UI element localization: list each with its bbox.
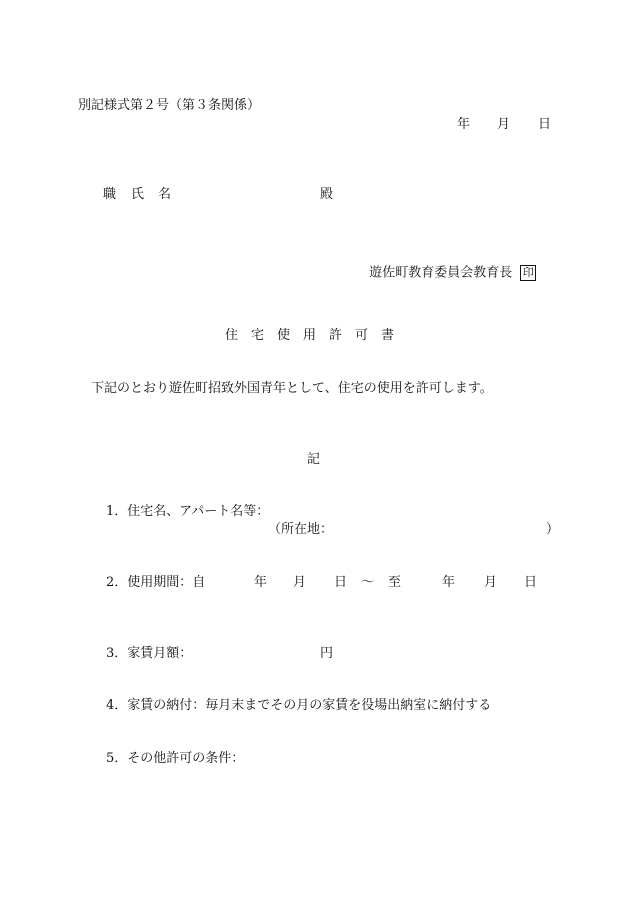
item-2-label: 2．使用期間：自 xyxy=(106,575,206,590)
date-day: 日 xyxy=(538,117,552,132)
item-2-day-to: 日 xyxy=(524,575,538,590)
item-2-year-from: 年 xyxy=(254,575,268,590)
item-2-month-from: 月 xyxy=(293,575,307,590)
addressee-name-a: 氏 xyxy=(131,187,145,202)
body-text: 下記のとおり遊佐町招致外国青年として、住宅の使用を許可します。 xyxy=(91,381,493,396)
item-3-yen: 円 xyxy=(320,646,334,661)
item-2-day-from: 日 xyxy=(334,575,348,590)
date-month: 月 xyxy=(497,117,511,132)
item-2-year-to: 年 xyxy=(442,575,456,590)
document-title: 住 宅 使 用 許 可 書 xyxy=(225,328,395,343)
item-2-tilde: ～ xyxy=(361,575,375,590)
item-1-location-close: ） xyxy=(546,522,560,537)
item-4: 4．家賃の納付：毎月末までその月の家賃を役場出納室に納付する xyxy=(106,698,492,713)
item-2-to: 至 xyxy=(388,575,402,590)
seal-mark: 印 xyxy=(520,265,536,281)
addressee-title: 職 xyxy=(103,187,117,202)
ki-heading: 記 xyxy=(307,452,321,467)
item-1-label: 1．住宅名、アパート名等： xyxy=(106,504,270,519)
form-label: 別記様式第２号（第３条関係） xyxy=(78,98,261,113)
item-5: 5．その他許可の条件： xyxy=(106,751,245,766)
issuer-name: 遊佐町教育委員会教育長 xyxy=(369,265,513,281)
date-year: 年 xyxy=(457,117,471,132)
addressee-honorific: 殿 xyxy=(320,187,334,202)
item-2-month-to: 月 xyxy=(484,575,498,590)
item-3-label: 3．家賃月額： xyxy=(106,646,193,661)
item-1-location-open: （所在地： xyxy=(268,522,334,537)
addressee-name-b: 名 xyxy=(158,187,172,202)
issuer-line xyxy=(361,249,536,282)
